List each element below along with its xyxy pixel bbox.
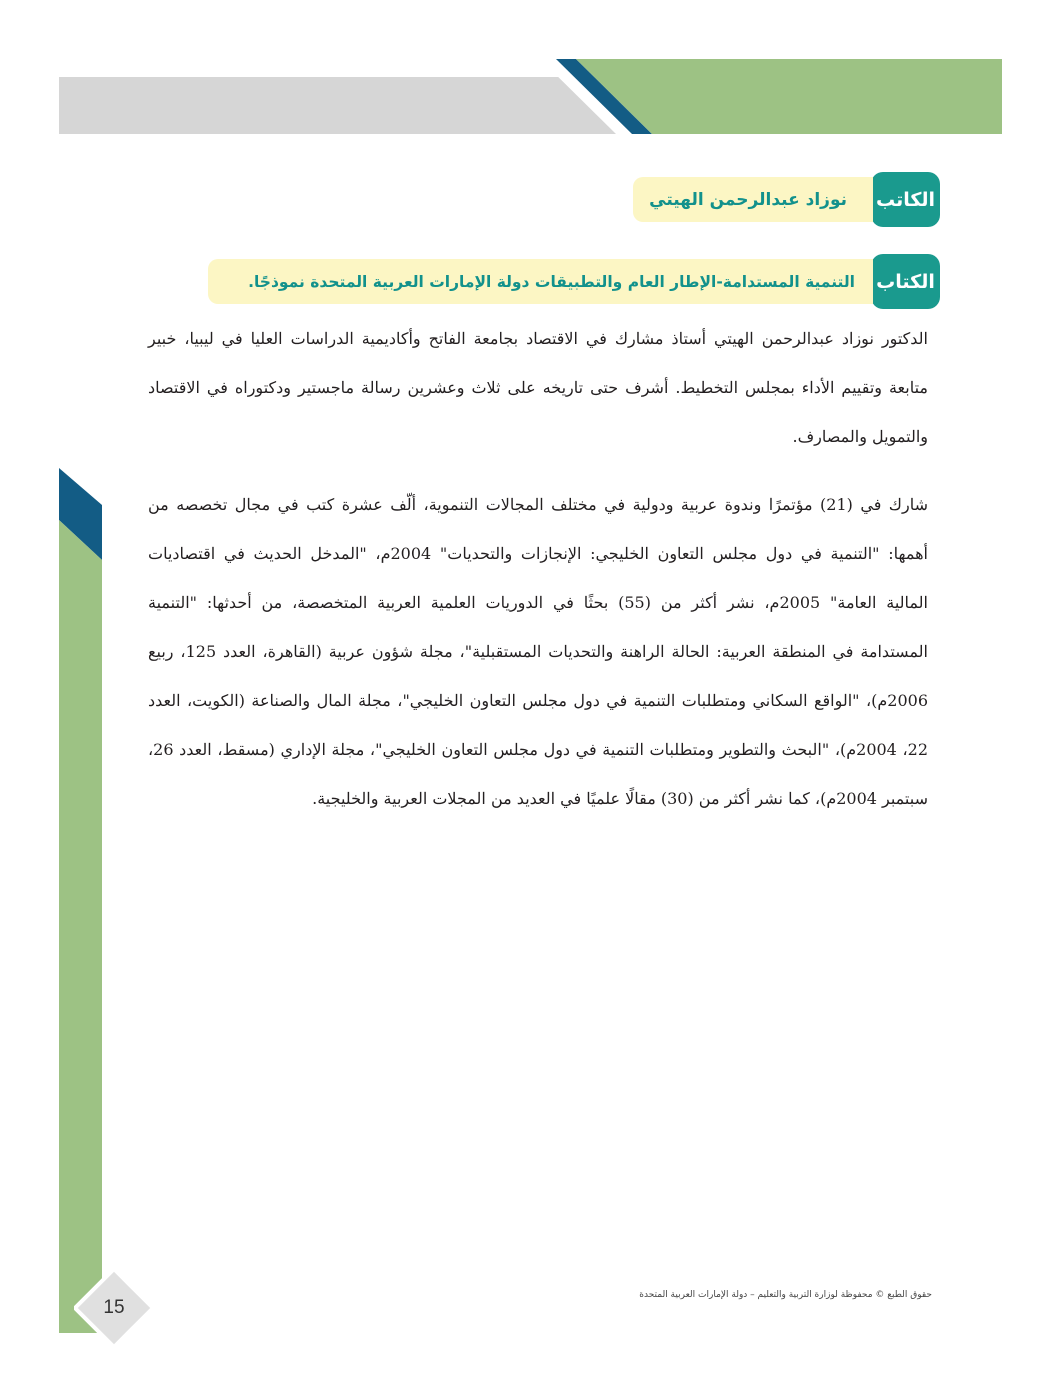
book-label: الكتاب	[871, 254, 940, 309]
publications-paragraph: شارك في (21) مؤتمرًا وندوة عربية ودولية في مختلف المجالات التنموية، ألّف عشرة كتب في مجال تخصصه من أهمها: "التنمية في دول مجلس التعاون الخليجي: الإنجازات والتحديات" 2004م، "المدخل الحديث في اقتصاديات المالية العامة" 2005م، نشر أكثر من (55) بحثًا في الدوريات العلمية العربية المتخصصة، من أحدثها: "التنمية المستدامة في المنطقة العربية: الحالة الراهنة والتحديات المستقبلية"، مجلة شؤون عربية (القاهرة، العدد 125، ربيع 2006م)، "الواقع السكاني ومتطلبات التنمية في دول مجلس التعاون الخليجي"، مجلة المال والصناعة (الكويت، العدد 22، 2004م)، "البحث والتطوير ومتطلبات التنمية في دول مجلس التعاون الخليجي"، مجلة الإداري (مسقط، العدد 26، سبتمبر 2004م)، كما نشر أكثر من (30) مقالًا علميًا في العديد من المجلات العربية والخليجية.	[148, 495, 929, 808]
copyright-notice: حقوق الطبع © محفوظة لوزارة التربية والتعليم – دولة الإمارات العربية المتحدة	[639, 1290, 932, 1300]
header-gray-band	[59, 77, 619, 134]
author-name: نوزاد عبدالرحمن الهيتي	[633, 177, 873, 222]
page-number: 15	[103, 1297, 125, 1318]
left-side-bar	[0, 0, 110, 1393]
author-label: الكاتب	[871, 172, 940, 227]
book-title: التنمية المستدامة-الإطار العام والتطبيقات دولة الإمارات العربية المتحدة نموذجًا.	[208, 259, 873, 304]
author-bio-paragraph: الدكتور نوزاد عبدالرحمن الهيتي أستاذ مشارك في الاقتصاد بجامعة الفاتح وأكاديمية الدراسات العليا في ليبيا، خبير متابعة وتقييم الأداء بمجلس التخطيط. أشرف حتى تاريخه على ثلاث وعشرين رسالة ماجستير ودكتوراه في الاقتصاد والتمويل والمصارف.	[148, 329, 928, 446]
left-green-bar	[59, 520, 102, 1333]
header-banner	[0, 0, 1062, 150]
